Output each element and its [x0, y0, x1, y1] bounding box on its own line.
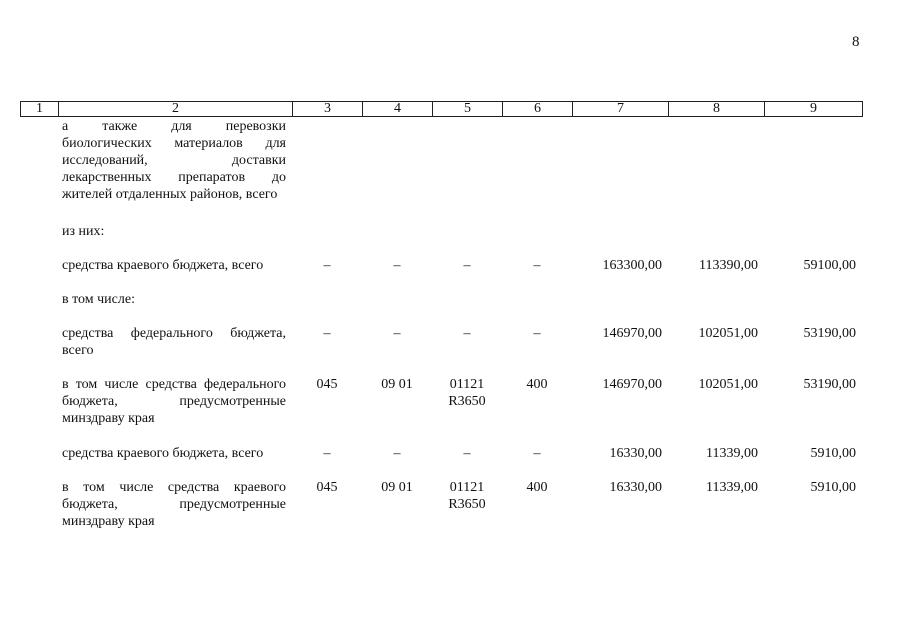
column-header-4: 4 [363, 102, 433, 117]
cell-col7: 146970,00 [602, 377, 662, 392]
cell-col7: 146970,00 [602, 326, 662, 341]
cell-col5: 01121 R3650 [448, 377, 486, 409]
cell-col5: – [463, 326, 471, 341]
cell-col4: – [393, 258, 401, 273]
row-description: средства краевого бюджета, всего [62, 446, 264, 461]
cell-col6: – [533, 446, 541, 461]
cell-col5: 01121 R3650 [448, 480, 486, 512]
cell-col9: 5910,00 [810, 480, 856, 495]
cell-col6: – [533, 258, 541, 273]
cell-col5: – [463, 258, 471, 273]
column-header-5: 5 [433, 102, 503, 117]
row-description: в том числе средства федерального бюджета, предусмотренные минздраву края [62, 377, 286, 426]
row-description: а также для перевозки биологических материалов для исследований, доставки лекарственных препаратов до жителей отдаленных районов, всего [62, 119, 286, 202]
cell-col3: – [323, 326, 331, 341]
cell-col6: 400 [526, 377, 548, 392]
cell-col3: – [323, 446, 331, 461]
column-header-1: 1 [21, 102, 59, 117]
row-description: средства федерального бюджета, всего [62, 326, 286, 358]
cell-col4: – [393, 446, 401, 461]
cell-col7: 16330,00 [609, 480, 662, 495]
cell-col9: 53190,00 [803, 377, 856, 392]
cell-col9: 53190,00 [803, 326, 856, 341]
row-description: в том числе: [62, 292, 135, 307]
cell-col3: – [323, 258, 331, 273]
cell-col6: 400 [526, 480, 548, 495]
column-header-9: 9 [765, 102, 863, 117]
row-description: из них: [62, 224, 105, 239]
column-header-3: 3 [293, 102, 363, 117]
cell-col7: 16330,00 [609, 446, 662, 461]
cell-col4: – [393, 326, 401, 341]
column-header-7: 7 [573, 102, 669, 117]
cell-col8: 113390,00 [699, 258, 758, 273]
cell-col8: 102051,00 [698, 326, 758, 341]
cell-col9: 59100,00 [803, 258, 856, 273]
column-header-8: 8 [669, 102, 765, 117]
cell-col5: – [463, 446, 471, 461]
page-number: 8 [852, 34, 860, 50]
cell-col3: 045 [316, 480, 338, 495]
column-header-2: 2 [59, 102, 293, 117]
row-description: средства краевого бюджета, всего [62, 258, 264, 273]
row-description: в том числе средства краевого бюджета, предусмотренные минздраву края [62, 480, 286, 529]
cell-col7: 163300,00 [602, 258, 662, 273]
cell-col9: 5910,00 [810, 446, 856, 461]
column-header-6: 6 [503, 102, 573, 117]
cell-col8: 11339,00 [706, 480, 758, 495]
cell-col3: 045 [316, 377, 338, 392]
cell-col8: 11339,00 [706, 446, 758, 461]
cell-col4: 09 01 [381, 377, 413, 392]
cell-col8: 102051,00 [698, 377, 758, 392]
column-number-header [20, 101, 863, 117]
cell-col4: 09 01 [381, 480, 413, 495]
cell-col6: – [533, 326, 541, 341]
